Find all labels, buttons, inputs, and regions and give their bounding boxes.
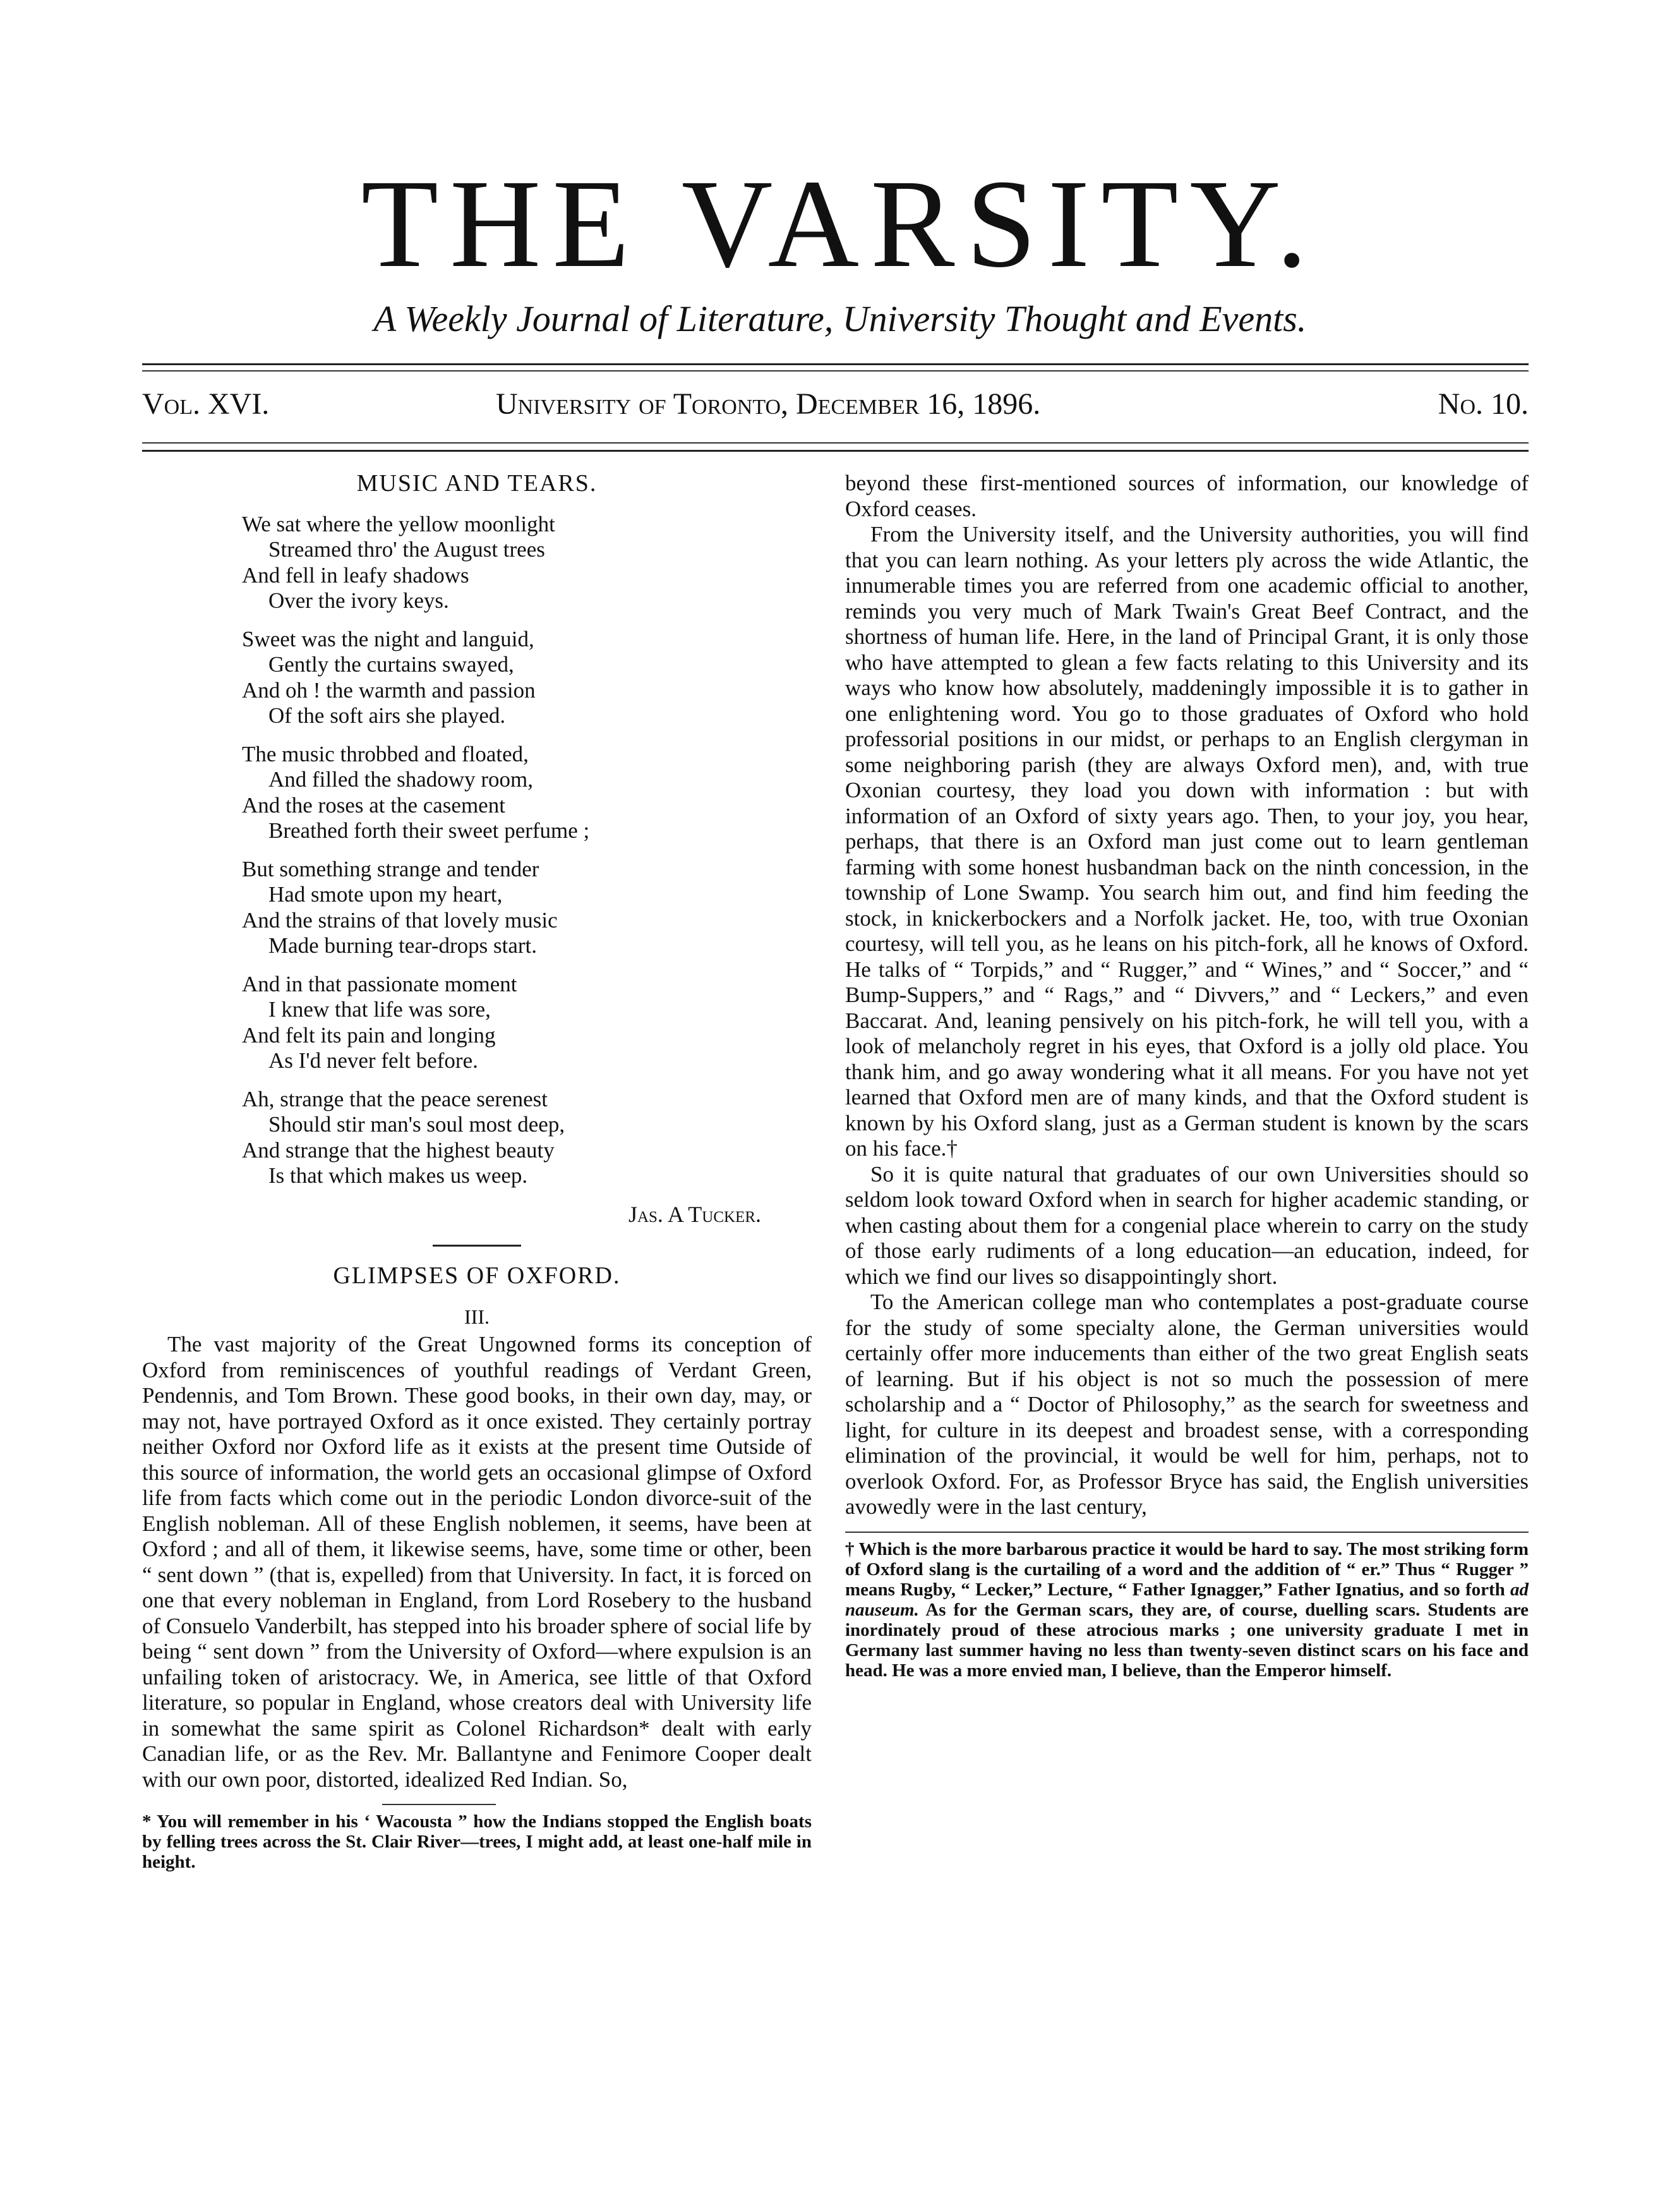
article-paragraph: So it is quite natural that graduates of our own Universities should so seldom look toward Oxford when in search for higher academic standing, or when casting about them for a congenial place wherein to carry on the study of those early rudiments of a long education—an education, indeed, for which we find our lives so disappointingly short. [845,1161,1529,1289]
poem-line: Made burning tear-drops start. [268,933,538,958]
poem-stanza [242,857,812,959]
footnote-right [845,1539,1529,1681]
poem-line: Ah, strange that the peace serenest [242,1086,548,1111]
footnote-divider [382,1804,496,1805]
poem-line: Had smote upon my heart, [268,882,503,907]
masthead-rule-top-inner [142,370,1529,372]
poem-line: Sweet was the night and languid, [242,626,534,651]
issue-line [142,379,1529,430]
issue-volume: Vol. XVI. [142,387,270,421]
poem-line: Should stir man's soul most deep, [268,1112,565,1137]
poem-line: And the roses at the casement [242,792,505,818]
poem-line: Of the soft airs she played. [268,703,506,728]
article-paragraph: To the American college man who contemplates a post-graduate course for the study of some specialty alone, the German universities would certainly offer more inducements than either of the two great English seats of learning. But if his object is not so much the possession of mere scholarship and a “ Doctor of Philosophy,” as the search for sweetness and light, for culture in its deepest and broadest sense, with a corresponding elimination of the provincial, it would be well for him, perhaps, not to overlook Oxford. For, as Professor Bryce has said, the English universities avowedly were in the last century, [845,1290,1529,1519]
footnote-right-text: † Which is the more barbarous practice it would be hard to say. The most striking form of Oxford slang is the curtailing of a word and the addition of “ er.” Thus “ Rugger ” means Rugby, “ Lecker,” Lecture, “ Father Ignagger,” Father Ignatius, and so forth [845,1538,1529,1600]
poem-line: And felt its pain and longing [242,1022,496,1048]
poem-stanza [242,512,812,614]
footnote-right-italic: ad nauseum. [845,1579,1529,1620]
footnote-right-text-cont: As for the German scars, they are, of course, duelling scars. Students are inordinately proud of these atrocious marks ; one university graduate I met in Germany last summer having no less than twenty-seven distinct scars on his face and head. He was a more envied man, I believe, than the Emperor himself. [845,1599,1529,1681]
poem-stanza [242,1087,812,1189]
poem-line: I knew that life was sore, [268,997,491,1022]
issue-place-date: University of Toronto, December 16, 1896. [496,387,1041,421]
masthead-rule-top [142,363,1529,365]
poem-line: Is that which makes us weep. [268,1163,528,1188]
footnote-divider [845,1532,1529,1533]
issue-rule-bottom [142,450,1529,452]
poem-stanza [242,742,812,844]
poem-line: We sat where the yellow moonlight [242,511,555,536]
article-paragraph: The vast majority of the Great Ungowned forms its conception of Oxford from reminiscences of youthful readings of Verdant Green, Pendennis, and Tom Brown. These good books, in their own day, may, or may not, have portrayed Oxford as it once existed. They certainly portray neither Oxford nor Oxford life as it exists at the present time Outside of this source of information, the world gets an occasional glimpse of Oxford life from facts which come out in the periodic London divorce-suit of the English nobleman. All of these English noblemen, it seems, have been at Oxford ; and all of them, it likewise seems, have, some time or other, been “ sent down ” (that is, expelled) from that University. In fact, it is forced on one that every nobleman in England, from Lord Rosebery to the husband of Consuelo Vanderbilt, has stepped into his broader sphere of social life by being “ sent down ” from the University of Oxford—where expulsion is an unfailing token of aristocracy. We, in America, see little of that Oxford literature, so popular in England, whose creators deal with University life in somewhat the same spirit as Colonel Richardson* dealt with early Canadian life, or as the Rev. Mr. Ballantyne and Fenimore Cooper dealt with our own poor, distorted, idealized Red Indian. So, [142,1332,812,1792]
poem-line: And in that passionate moment [242,971,517,996]
article-part-number: III. [464,1305,490,1328]
poem-line: And filled the shadowy room, [268,767,533,792]
poem-line: As I'd never felt before. [268,1048,478,1073]
masthead-title: THE VARSITY. [361,154,1319,294]
poem-stanza [242,972,812,1074]
masthead-subtitle: A Weekly Journal of Literature, University Thought and Events. [373,298,1307,339]
issue-rule-inner [142,442,1529,444]
poem-line: And oh ! the warmth and passion [242,677,536,703]
poem-title: MUSIC AND TEARS. [356,470,598,497]
poem-line: Breathed forth their sweet perfume ; [268,818,590,843]
poem-line: Gently the curtains swayed, [268,652,514,677]
issue-number: No. 10. [1438,387,1529,421]
poem-stanza [242,627,812,729]
section-divider [433,1245,521,1247]
article-paragraph: From the University itself, and the University authorities, you will find that you can learn nothing. As your letters ply across the wide Atlantic, the innumerable times you are referred from one academic official to another, reminds you very much of Mark Twain's Great Beef Contract, and the shortness of human life. Here, in the land of Principal Grant, it is only those who have attempted to glean a few facts relating to this University and its ways who know how absolutely, maddeningly impossible it is to gather in one enlightening word. You go to those graduates of Oxford who hold professorial positions in our midst, or perhaps to an English clergyman in some neighboring parish (they are always Oxford men), and, with true Oxonian courtesy, they load you down with information : but with information of an Oxford of sixty years ago. Then, to your joy, you hear, perhaps, that there is an Oxford man just come out to learn gentleman farming with some honest husbandman back on the ninth concession, in the township of Lone Swamp. You search him out, and find him feeding the stock, in knickerbockers and a Norfolk jacket. He, too, with true Oxonian courtesy, will tell you, as he leans on his pitch-fork, all he knows of Oxford. He talks of “ Torpids,” and “ Rugger,” and “ Wines,” and “ Soccer,” and “ Bump-Suppers,” and “ Rags,” and “ Divvers,” and “ Leckers,” and even Baccarat. And, leaning pensively on his pitch-fork, he will tell you, with a look of melancholy regret in his eyes, that Oxford is a jolly old place. You thank him, and go away wondering what it all means. For you have not yet learned that Oxford men are of many kinds, and that the Oxford student is known by his Oxford slang, just as a German student is known by the scars on his face.† [845,522,1529,1161]
poem-line: But something strange and tender [242,856,539,881]
footnote-left: * You will remember in his ‘ Wacousta ” how the Indians stopped the English boats by felling trees across the St. Clair River—trees, I might add, at least one-half mile in height. [142,1811,812,1872]
article-title: GLIMPSES OF OXFORD. [333,1262,621,1289]
left-column [142,471,812,1872]
poem-author: Jas. A Tucker. [628,1201,761,1227]
poem-line: Streamed thro' the August trees [268,537,545,562]
poem-line: Over the ivory keys. [268,588,449,613]
poem-line: The music throbbed and floated, [242,741,529,766]
poem-line: And strange that the highest beauty [242,1137,555,1163]
right-column [845,471,1529,1681]
poem-line: And fell in leafy shadows [242,562,469,588]
article-paragraph: beyond these first-mentioned sources of information, our knowledge of Oxford ceases. [845,471,1529,521]
poem-line: And the strains of that lovely music [242,907,558,933]
poem-body [242,512,812,1189]
